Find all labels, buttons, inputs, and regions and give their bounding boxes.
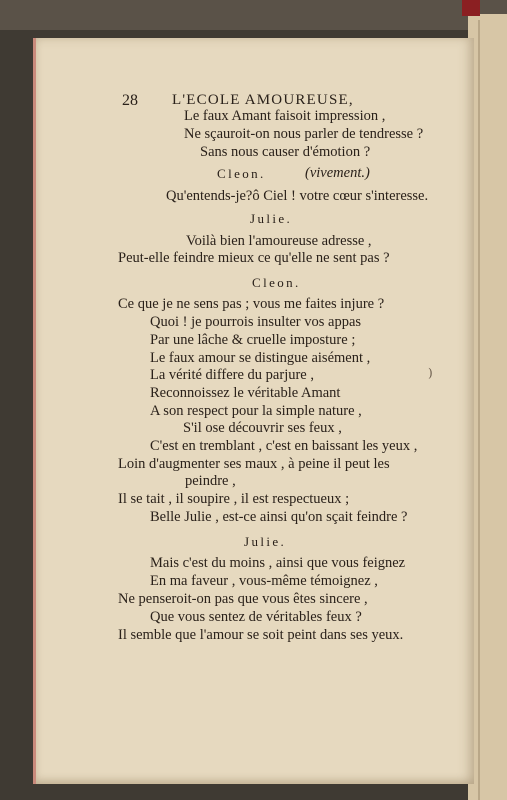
margin-mark: ) bbox=[428, 366, 433, 380]
verse-line: Ce que je ne sens pas ; vous me faites injure ? bbox=[118, 296, 385, 312]
verse-line: Ne sçauroit-on nous parler de tendresse ? bbox=[184, 126, 424, 142]
verse-line: C'est en tremblant , c'est en baissant les yeux , bbox=[150, 438, 418, 454]
speaker-name: Julie. bbox=[244, 534, 287, 549]
verse-line: Qu'entends-je?ô Ciel ! votre cœur s'interesse. bbox=[166, 188, 429, 204]
verse-line: Belle Julie , est-ce ainsi qu'on sçait feindre ? bbox=[150, 509, 408, 525]
speaker-name: Cleon. bbox=[217, 166, 266, 181]
verse-line: Reconnoissez le véritable Amant bbox=[150, 385, 341, 401]
verse-line: Il semble que l'amour se soit peint dans ses yeux. bbox=[118, 627, 404, 643]
background-top bbox=[0, 0, 507, 30]
verse-line: Loin d'augmenter ses maux , à peine il peut les bbox=[118, 456, 390, 472]
verse-line: Le faux Amant faisoit impression , bbox=[184, 108, 386, 124]
verse-line: Que vous sentez de véritables feux ? bbox=[150, 609, 362, 625]
verse-line: Voilà bien l'amoureuse adresse , bbox=[186, 233, 372, 249]
speaker-name: Cleon. bbox=[252, 275, 301, 290]
verse-line: peindre , bbox=[185, 473, 236, 489]
verse-line: Peut-elle feindre mieux ce qu'elle ne sent pas ? bbox=[118, 250, 390, 266]
verse-line: Ne penseroit-on pas que vous êtes sincere , bbox=[118, 591, 368, 607]
running-head: L'ECOLE AMOUREUSE, bbox=[172, 92, 354, 108]
verse-line: Le faux amour se distingue aisément , bbox=[150, 350, 371, 366]
verse-line: La vérité differe du parjure , bbox=[150, 367, 314, 383]
speaker-name: Julie. bbox=[250, 211, 293, 226]
verse-line: Il se tait , il soupire , il est respectueux ; bbox=[118, 491, 350, 507]
verse-line: Par une lâche & cruelle imposture ; bbox=[150, 332, 356, 348]
verse-line: Mais c'est du moins , ainsi que vous feignez bbox=[150, 555, 406, 571]
right-page-edge bbox=[478, 20, 480, 800]
verse-line: En ma faveur , vous-même témoignez , bbox=[150, 573, 378, 589]
stage-direction: (vivement.) bbox=[305, 165, 370, 181]
bookmark-tab bbox=[462, 0, 480, 16]
page-number: 28 bbox=[122, 92, 138, 109]
verse-line: Quoi ! je pourrois insulter vos appas bbox=[150, 314, 362, 330]
verse-line: S'il ose découvrir ses feux , bbox=[183, 420, 342, 436]
verse-line: Sans nous causer d'émotion ? bbox=[200, 144, 371, 160]
verse-line: A son respect pour la simple nature , bbox=[150, 403, 362, 419]
